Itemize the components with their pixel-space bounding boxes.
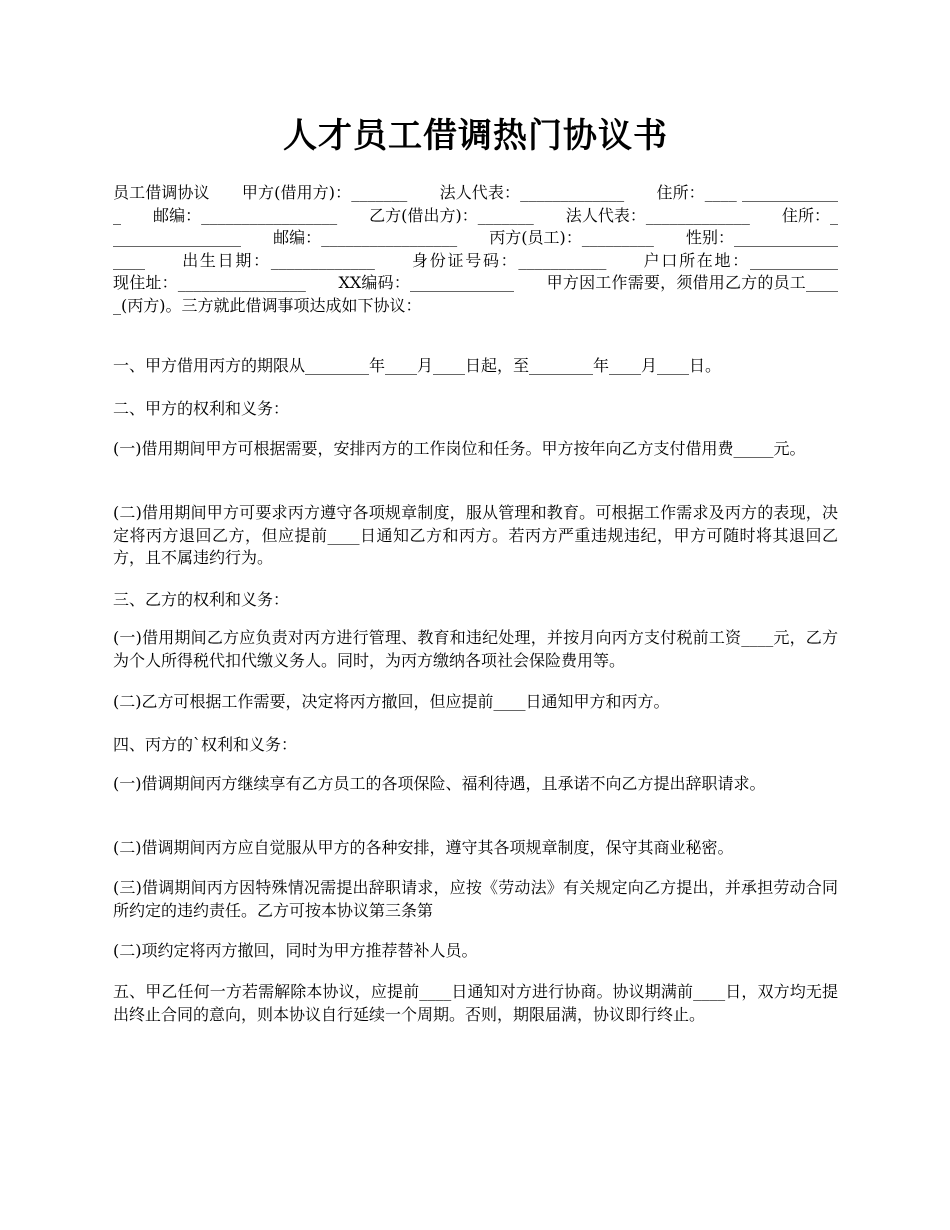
intro-paragraph: 员工借调协议 甲方(借用方)：_______ 法人代表：_____________ 住所：____ _____________ 邮编：_________________ 乙方(借出方)：_______ 法人代表：_____________ 住所：_________________ 邮编：_________________ 丙方(员工)：_________ 性别：_________________ 出生日期：_____________ 身份证号码：___________ 户口所在地：___________ 现住址：________________ XX编码：_____________ 甲方因工作需要，须借用乙方的员工_____(丙方)。三方就此借调事项达成如下协议：: [113, 183, 871, 315]
clause-1-term: 一、甲方借用丙方的期限从________年____月____日起，至________年____月____日。: [113, 356, 722, 375]
clause-2-heading: 二、甲方的权利和义务：: [113, 399, 290, 418]
clause-4-item-3-cont: (二)项约定将丙方撤回，同时为甲方推荐替补人员。: [113, 941, 478, 960]
clause-5-termination: 五、甲乙任何一方若需解除本协议，应提前____日通知对方进行协商。协议期满前____日，双方均无提出终止合同的意向，则本协议自行延续一个周期。否则，期限届满，协议即行终止。: [113, 982, 838, 1024]
document-title: 人才员工借调热门协议书: [283, 116, 668, 156]
clause-3-heading: 三、乙方的权利和义务：: [113, 590, 290, 609]
clause-4-item-1: (一)借调期间丙方继续享有乙方员工的各项保险、福利待遇，且承诺不向乙方提出辞职请求。: [113, 774, 766, 793]
clause-2-item-2: (二)借用期间甲方可要求丙方遵守各项规章制度，服从管理和教育。可根据工作需求及丙方的表现，决定将丙方退回乙方，但应提前____日通知乙方和丙方。若丙方严重违规违纪，甲方可随时将其退回乙方，且不属违约行为。: [113, 503, 838, 567]
clause-3-item-2: (二)乙方可根据工作需要，决定将丙方撤回，但应提前____日通知甲方和丙方。: [113, 692, 670, 711]
clause-2-item-1: (一)借用期间甲方可根据需要，安排丙方的工作岗位和任务。甲方按年向乙方支付借用费_____元。: [113, 439, 806, 458]
clause-4-heading: 四、丙方的`权利和义务：: [113, 735, 298, 754]
clause-4-item-3: (三)借调期间丙方因特殊情况需提出辞职请求，应按《劳动法》有关规定向乙方提出，并承担劳动合同所约定的违约责任。乙方可按本协议第三条第: [113, 878, 838, 920]
clause-3-item-1: (一)借用期间乙方应负责对丙方进行管理、教育和违纪处理，并按月向丙方支付税前工资____元，乙方为个人所得税代扣代缴义务人。同时，为丙方缴纳各项社会保险费用等。: [113, 628, 838, 670]
clause-4-item-2: (二)借调期间丙方应自觉服从甲方的各种安排，遵守其各项规章制度，保守其商业秘密。: [113, 838, 734, 857]
